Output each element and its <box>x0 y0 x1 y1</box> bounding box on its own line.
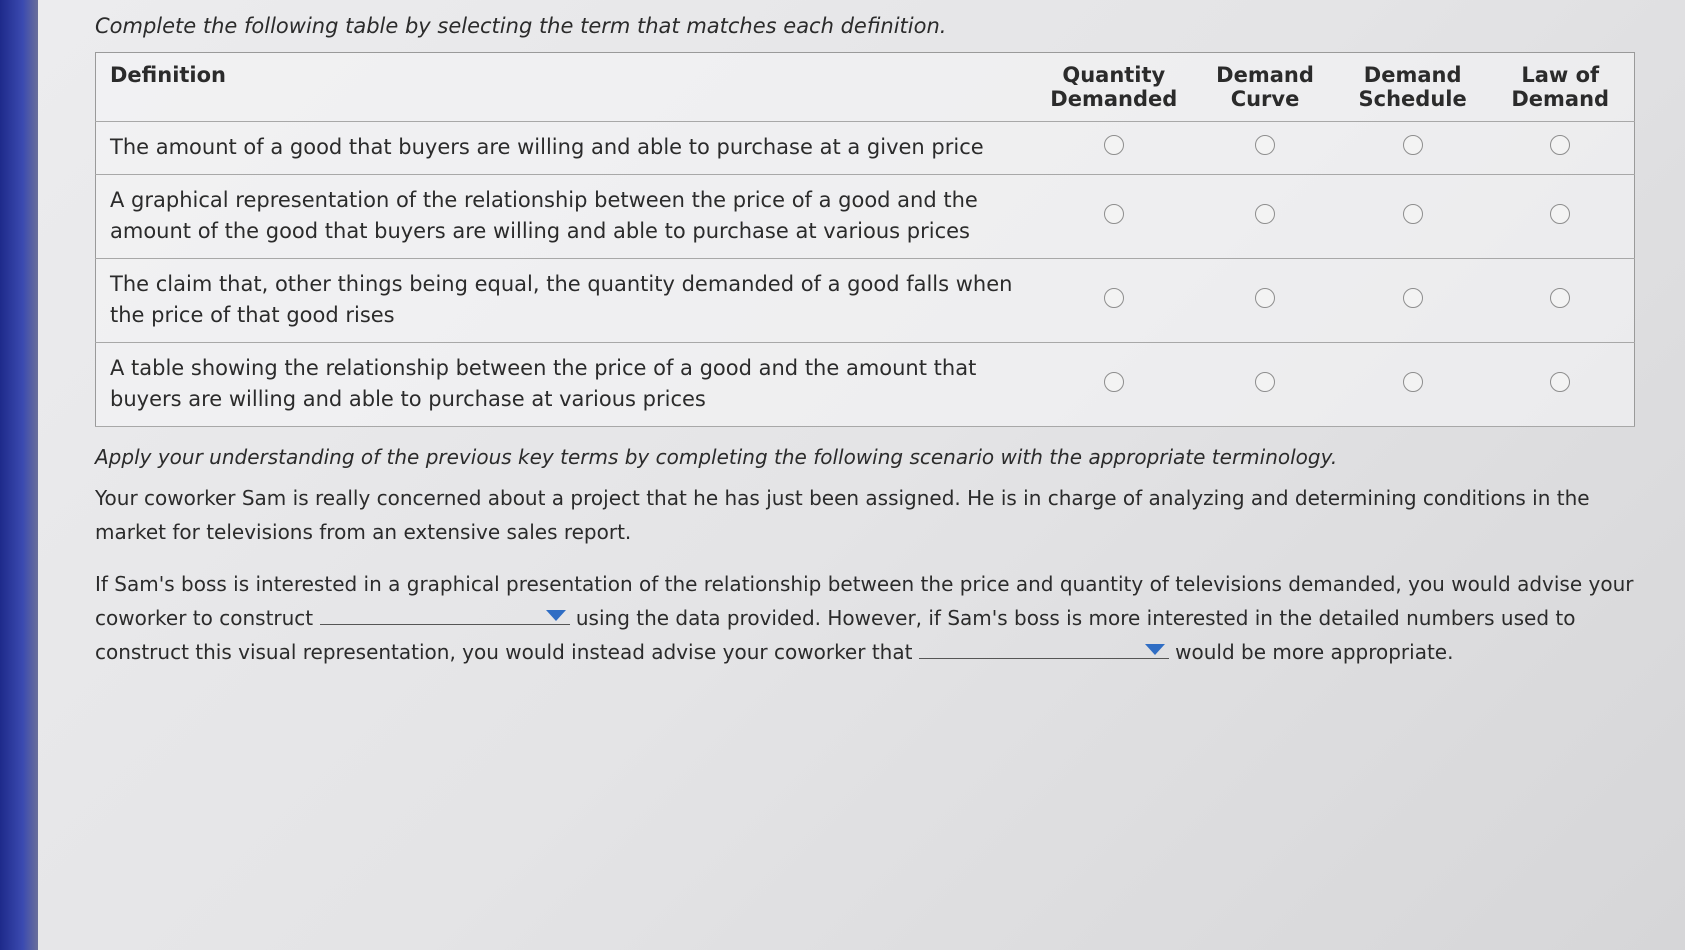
definition-cell: A table showing the relationship between the price of a good and the amount that buyers are willing and able to purchase at various prices <box>96 342 1037 426</box>
term-radio-button[interactable] <box>1255 288 1275 308</box>
term-radio-button[interactable] <box>1104 372 1124 392</box>
radio-cell <box>1486 174 1634 258</box>
radio-cell <box>1036 122 1191 175</box>
radio-cell <box>1036 174 1191 258</box>
term-radio-button[interactable] <box>1403 288 1423 308</box>
term-header: Law of Demand <box>1486 53 1634 122</box>
term-radio-button[interactable] <box>1550 204 1570 224</box>
definition-cell: The amount of a good that buyers are willing and able to purchase at a given price <box>96 122 1037 175</box>
radio-cell <box>1191 174 1338 258</box>
terms-table <box>95 52 1635 427</box>
term-radio-button[interactable] <box>1403 204 1423 224</box>
term-dropdown-1[interactable] <box>320 604 570 625</box>
term-radio-button[interactable] <box>1255 135 1275 155</box>
term-header: Quantity Demanded <box>1036 53 1191 122</box>
definition-cell: A graphical representation of the relationship between the price of a good and the amount of the good that buyers are willing and able to purchase at various prices <box>96 174 1037 258</box>
radio-cell <box>1339 122 1487 175</box>
term-radio-button[interactable] <box>1403 135 1423 155</box>
term-radio-button[interactable] <box>1255 204 1275 224</box>
scenario-text: would be more appropriate. <box>1175 639 1454 664</box>
radio-cell <box>1036 342 1191 426</box>
radio-cell <box>1036 258 1191 342</box>
scenario-paragraph-1: Your coworker Sam is really concerned about a project that he has just been assigned. He is in charge of analyzing and determining conditions in the market for televisions from an extensive sales report. <box>95 485 1590 544</box>
question-content <box>95 14 1635 687</box>
radio-cell <box>1339 342 1487 426</box>
scenario-paragraph-2 <box>95 567 1635 669</box>
radio-cell <box>1486 258 1634 342</box>
chevron-down-icon <box>546 610 566 621</box>
scenario-text: If Sam's boss is interested in a graphical presentation of the relationship between the price and quantity of televisions demanded, you would advise your coworker to construct <box>95 571 1634 630</box>
table-row <box>96 174 1635 258</box>
radio-cell <box>1191 258 1338 342</box>
term-radio-button[interactable] <box>1255 372 1275 392</box>
term-header: Demand Curve <box>1191 53 1338 122</box>
apply-instruction: Apply your understanding of the previous key terms by completing the following scenario with the appropriate terminology. <box>95 444 1338 469</box>
radio-cell <box>1191 122 1338 175</box>
term-dropdown-2[interactable] <box>919 638 1169 659</box>
term-radio-button[interactable] <box>1403 372 1423 392</box>
term-radio-button[interactable] <box>1550 135 1570 155</box>
table-row <box>96 122 1635 175</box>
instruction-text: Complete the following table by selecting the term that matches each definition. <box>95 14 947 38</box>
table-row <box>96 258 1635 342</box>
screen-bezel <box>0 0 38 950</box>
term-header: Demand Schedule <box>1339 53 1487 122</box>
term-radio-button[interactable] <box>1104 135 1124 155</box>
definition-header: Definition <box>96 53 1037 122</box>
definition-cell: The claim that, other things being equal, the quantity demanded of a good falls when the price of that good rises <box>96 258 1037 342</box>
radio-cell <box>1191 342 1338 426</box>
radio-cell <box>1486 122 1634 175</box>
radio-cell <box>1339 174 1487 258</box>
table-header-row <box>96 53 1635 122</box>
chevron-down-icon <box>1145 644 1165 655</box>
term-radio-button[interactable] <box>1550 372 1570 392</box>
scenario-text: using the data provided. However, if Sam's boss is more interested in the detailed numbers used to construct this visual representation, you would instead advise your coworker that <box>95 605 1576 664</box>
radio-cell <box>1339 258 1487 342</box>
term-radio-button[interactable] <box>1550 288 1570 308</box>
radio-cell <box>1486 342 1634 426</box>
term-radio-button[interactable] <box>1104 288 1124 308</box>
table-row <box>96 342 1635 426</box>
term-radio-button[interactable] <box>1104 204 1124 224</box>
